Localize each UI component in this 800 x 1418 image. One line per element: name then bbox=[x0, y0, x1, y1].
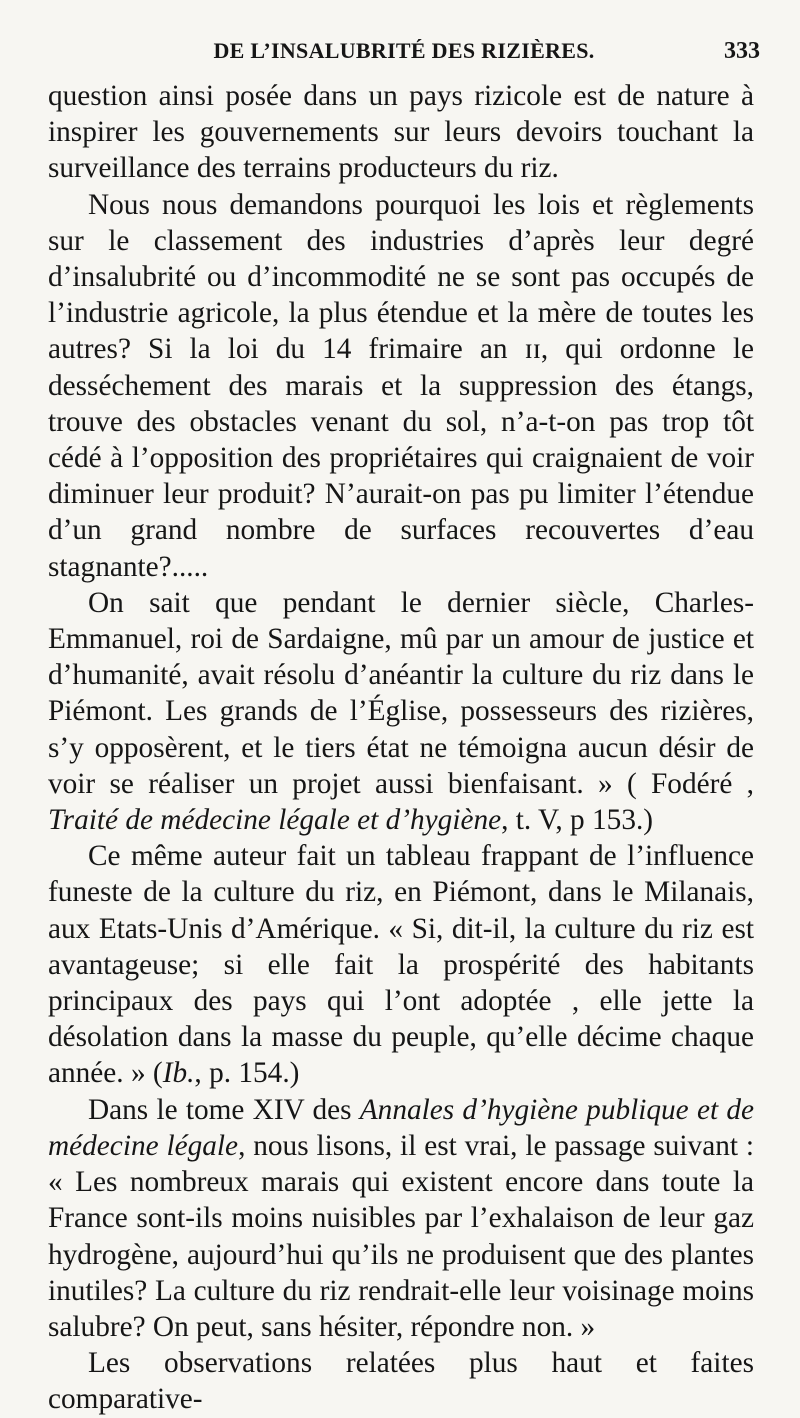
citation-text: , p. 154.) bbox=[194, 1057, 300, 1090]
running-title: DE L’INSALUBRITÉ DES RIZIÈRES. bbox=[213, 38, 595, 63]
paragraph-observations bbox=[48, 1345, 754, 1417]
journal-title-italic: Annales d’hygiène publique et de médecine légale bbox=[48, 1093, 754, 1162]
running-head bbox=[48, 38, 760, 68]
citation-text: , t. V, p 153.) bbox=[501, 804, 654, 837]
page-number: 333 bbox=[724, 38, 760, 64]
paragraph-annales bbox=[48, 1092, 754, 1345]
ibid-italic: Ib. bbox=[162, 1057, 195, 1090]
paragraph-text: On sait que pendant le dernier siècle, Charles-Emmanuel, roi de Sardaigne, mû par un amour de justice et d’humanité, avait résolu d’anéantir la culture du riz dans le Piémont. Les grands de l’Église, possesseurs des rizières, s’y opposèrent, et le tiers état ne témoigna aucun désir de voir se réaliser un projet aussi bienfaisant. » ( Fodéré , bbox=[48, 586, 754, 800]
paragraph-continuation bbox=[48, 78, 754, 187]
paragraph-text: Dans le tome XIV des bbox=[88, 1093, 360, 1126]
book-title-italic: Traité de médecine légale et d’hygiène bbox=[48, 804, 502, 837]
paragraph-tableau-frappant bbox=[48, 838, 754, 1091]
paragraph-text: , nous lisons, il est vrai, le passage suivant : « Les nombreux marais qui existent encore dans toute la France sont-ils moins nuisibles par l’exhalaison de leur gaz hydrogène, aujourd’hui qu’ils ne produisent que des plantes inutiles? La culture du riz rendrait-elle leur voisinage moins salubre? On peut, sans hésiter, répondre non. » bbox=[48, 1129, 754, 1343]
paragraph-text: question ainsi posée dans un pays rizicole est de nature à inspirer les gouvernements sur leurs devoirs touchant la surveillance des terrains producteurs du riz. bbox=[48, 80, 754, 185]
paragraph-lois-reglements bbox=[48, 187, 754, 585]
paragraph-text: Les observations relatées plus haut et faites comparative- bbox=[48, 1347, 754, 1416]
paragraph-text: Nous nous demandons pourquoi les lois et règlements sur le classement des industries d’après leur degré d’insalubrité ou d’incommodité ne se sont pas occupés de l’industrie agricole, la plus étendue et la mère de toutes les autres? Si la loi du 14 frimaire an ɪɪ, qui ordonne le desséchement des marais et la suppression des étangs, trouve des obstacles venant du sol, n’a-t-on pas trop tôt cédé à l’opposition des propriétaires qui craignaient de voir diminuer leur produit? N’aurait-on pas pu limiter l’étendue d’un grand nombre de surfaces recouvertes d’eau stagnante?..... bbox=[48, 188, 754, 583]
paragraph-charles-emmanuel bbox=[48, 585, 754, 838]
body-text bbox=[48, 78, 754, 1418]
paragraph-text: Ce même auteur fait un tableau frappant de l’influence funeste de la culture du riz, en Piémont, dans le Milanais, aux Etats-Unis d’Amérique. « Si, dit-il, la culture du riz est avantageuse; si elle fait la prospérité des habitants principaux des pays qui l’ont adoptée , elle jette la désolation dans la masse du peuple, qu’elle décime chaque année. » ( bbox=[48, 840, 754, 1090]
